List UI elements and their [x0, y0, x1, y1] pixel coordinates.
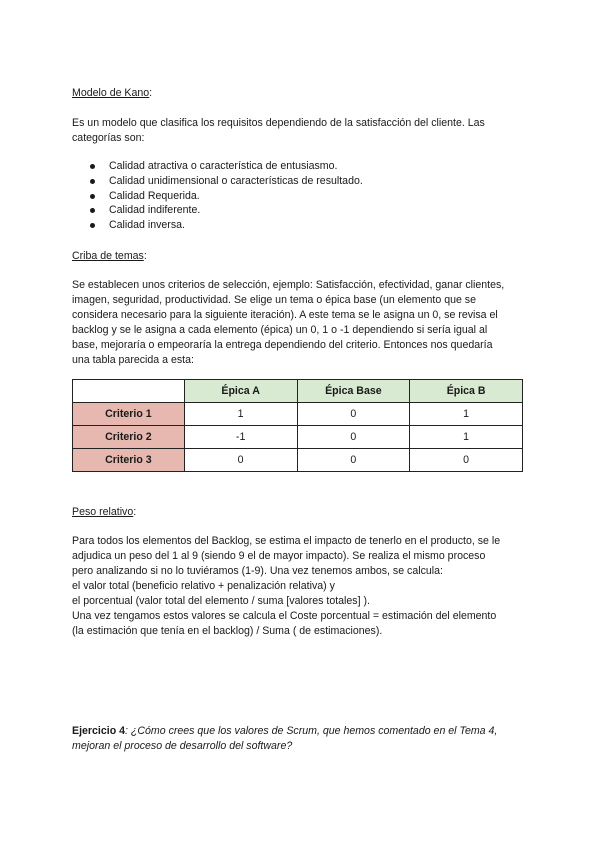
criba-heading-text: Criba de temas [72, 250, 144, 262]
table-cell: 0 [297, 449, 410, 472]
table-cell: 1 [410, 403, 523, 426]
list-item: Calidad atractiva o característica de entusiasmo. [90, 159, 363, 174]
table-row [73, 403, 523, 426]
criba-paragraph [72, 278, 532, 368]
bullet-icon [90, 208, 95, 213]
paragraph-line: pero analizando si no lo tuviéramos (1-9). Una vez tenemos ambos, se calcula: [72, 565, 443, 577]
kano-categories-list [90, 159, 363, 233]
peso-heading-text: Peso relativo [72, 506, 134, 518]
kano-heading [72, 86, 152, 101]
peso-heading [72, 505, 136, 520]
paragraph-line: base, mejoraría o empeoraría la entrega dependiendo del criterio. Entonces nos quedaría [72, 339, 493, 351]
table-cell: 1 [410, 426, 523, 449]
column-header: Épica Base [297, 380, 410, 403]
paragraph-line: el valor total (beneficio relativo + penalización relativa) y [72, 580, 335, 592]
kano-heading-colon: : [149, 87, 153, 99]
paragraph-line: adjudica un peso del 1 al 9 (siendo 9 el de mayor impacto). Se realiza el mismo proceso [72, 550, 486, 562]
table-corner-cell [73, 380, 185, 403]
table-row [73, 449, 523, 472]
table-cell: 0 [410, 449, 523, 472]
paragraph-line: Para todos los elementos del Backlog, se estima el impacto de tenerlo en el producto, se le [72, 535, 501, 547]
exercise-question: ¿Cómo crees que los valores de Scrum, que hemos comentado en el Tema 4, [130, 725, 498, 737]
bullet-icon [90, 179, 95, 184]
column-header: Épica A [184, 380, 297, 403]
kano-intro-line: categorías son: [72, 132, 145, 144]
bullet-icon [90, 223, 95, 228]
exercise-label: Ejercicio 4 [72, 725, 125, 737]
column-header: Épica B [410, 380, 523, 403]
table-cell: 0 [297, 403, 410, 426]
kano-intro-line: Es un modelo que clasifica los requisitos dependiendo de la satisfacción del cliente. Las [72, 117, 485, 129]
exercise-question-line2: mejoran el proceso de desarrollo del software? [72, 740, 293, 752]
criba-heading-colon: : [143, 250, 147, 262]
criba-heading [72, 249, 147, 264]
paragraph-line: Una vez tengamos estos valores se calcula el Coste porcentual = estimación del elemento [72, 610, 497, 622]
paragraph-line: considera necesario para la siguiente iteración). A este tema se le asigna un 0, se revisa el [72, 309, 498, 321]
paragraph-line: el porcentual (valor total del elemento / suma [valores totales] ). [72, 595, 370, 607]
paragraph-line: imagen, seguridad, productividad. Se elige un tema o épica base (un elemento que se [72, 294, 477, 306]
list-item: Calidad inversa. [90, 218, 363, 233]
bullet-icon [90, 194, 95, 199]
exercise-line [72, 724, 532, 739]
bullet-icon [90, 164, 95, 169]
paragraph-line: Se establecen unos criterios de selección, ejemplo: Satisfacción, efectividad, ganar clientes, [72, 279, 505, 291]
row-header: Criterio 2 [73, 426, 185, 449]
exercise-4 [72, 724, 532, 754]
list-item: Calidad unidimensional o características de resultado. [90, 174, 363, 189]
row-header: Criterio 3 [73, 449, 185, 472]
table-cell: 0 [184, 449, 297, 472]
paragraph-line: una tabla parecida a esta: [72, 354, 194, 366]
exercise-separator: : [125, 725, 131, 737]
table-row [73, 426, 523, 449]
criba-table [72, 379, 523, 472]
table-cell: -1 [184, 426, 297, 449]
peso-paragraph [72, 534, 532, 639]
row-header: Criterio 1 [73, 403, 185, 426]
list-item: Calidad Requerida. [90, 189, 363, 204]
kano-intro [72, 116, 532, 146]
paragraph-line: backlog y se le asigna a cada elemento (épica) un 0, 1 o -1 dependiendo si sería igual al [72, 324, 488, 336]
table-cell: 1 [184, 403, 297, 426]
table-cell: 0 [297, 426, 410, 449]
list-item: Calidad indiferente. [90, 203, 363, 218]
table-header-row [73, 380, 523, 403]
peso-heading-colon: : [133, 506, 137, 518]
paragraph-line: (la estimación que tenía en el backlog) / Suma ( de estimaciones). [72, 625, 383, 637]
kano-heading-text: Modelo de Kano [72, 87, 150, 99]
